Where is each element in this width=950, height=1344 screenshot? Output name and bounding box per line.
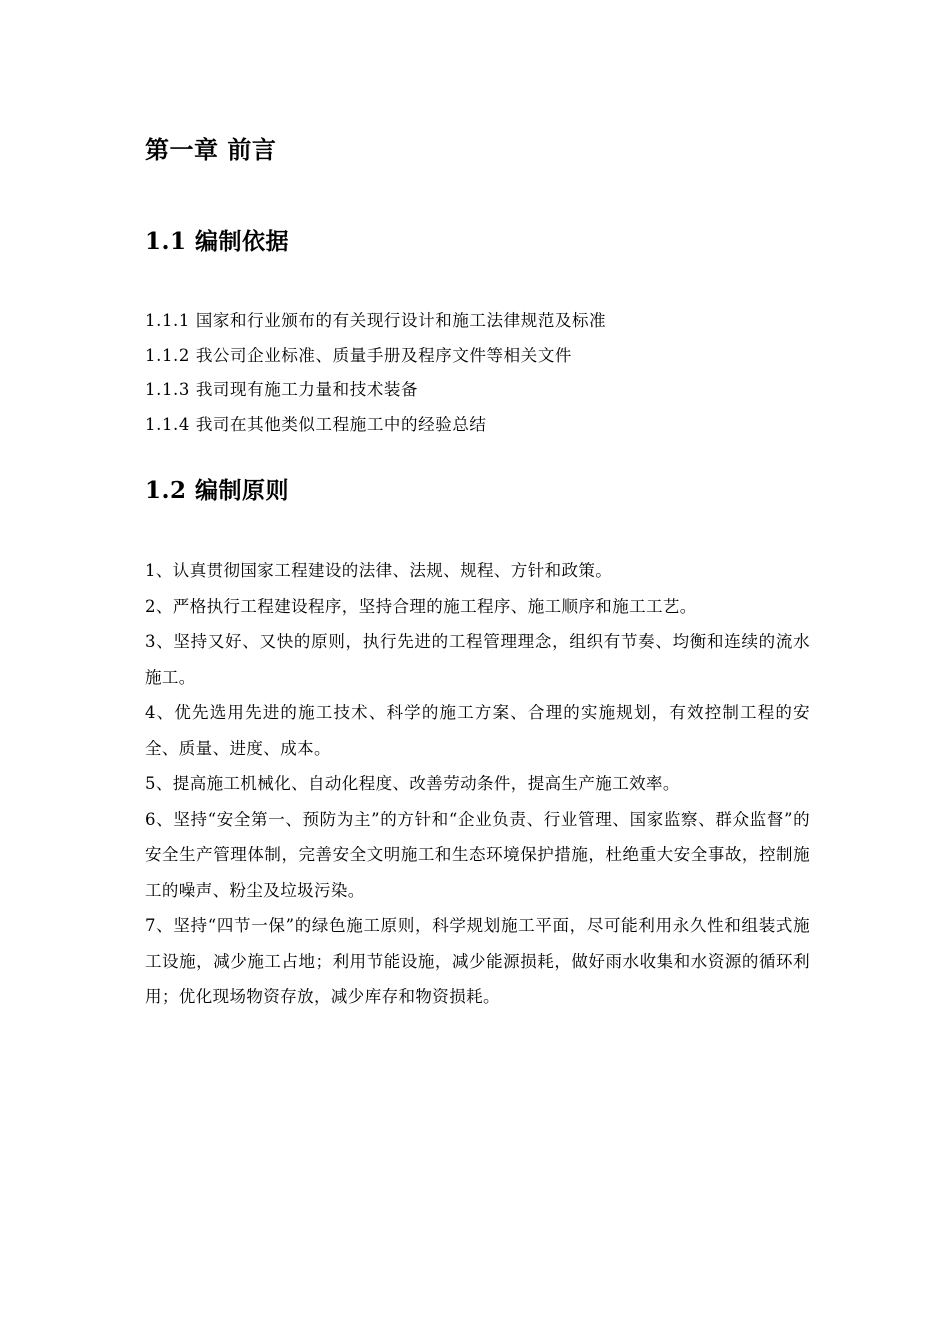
- principle-paragraph: 7、坚持“四节一保”的绿色施工原则，科学规划施工平面，尽可能利用永久性和组装式施工设施，减少施工占地；利用节能设施，减少能源损耗，做好雨水收集和水资源的循环利用；优化现场物资存放，减少库存和物资损耗。: [145, 916, 810, 1006]
- section-heading-basis: 1.1 编制依据: [145, 228, 290, 255]
- basis-item: 1.1.1 国家和行业颁布的有关现行设计和施工法律规范及标准: [145, 311, 607, 330]
- basis-list: [145, 304, 815, 442]
- principle-paragraph: 1、认真贯彻国家工程建设的法律、法规、规程、方针和政策。: [145, 561, 613, 580]
- basis-item: 1.1.2 我公司企业标准、质量手册及程序文件等相关文件: [145, 345, 573, 365]
- principle-paragraph: 3、坚持又好、又快的原则，执行先进的工程管理理念，组织有节奏、均衡和连续的流水施工。: [145, 632, 810, 687]
- principle-paragraph: 5、提高施工机械化、自动化程度、改善劳动条件，提高生产施工效率。: [145, 774, 680, 793]
- principle-paragraph: 6、坚持“安全第一、预防为主”的方针和“企业负责、行业管理、国家监察、群众监督”的安全生产管理体制，完善安全文明施工和生态环境保护措施，杜绝重大安全事故，控制施工的噪声、粉尘及垃圾污染。: [145, 809, 810, 900]
- principles-body: [145, 553, 810, 1015]
- section-heading-principles: 1.2 编制原则: [145, 477, 290, 504]
- basis-item: 1.1.4 我司在其他类似工程施工中的经验总结: [145, 414, 487, 434]
- principle-paragraph: 4、优先选用先进的施工技术、科学的施工方案、合理的实施规划，有效控制工程的安全、质量、进度、成本。: [145, 703, 810, 758]
- chapter-title: 第一章 前言: [145, 135, 277, 164]
- principle-paragraph: 2、严格执行工程建设程序，坚持合理的施工程序、施工顺序和施工工艺。: [145, 596, 697, 616]
- basis-item: 1.1.3 我司现有施工力量和技术装备: [145, 380, 419, 399]
